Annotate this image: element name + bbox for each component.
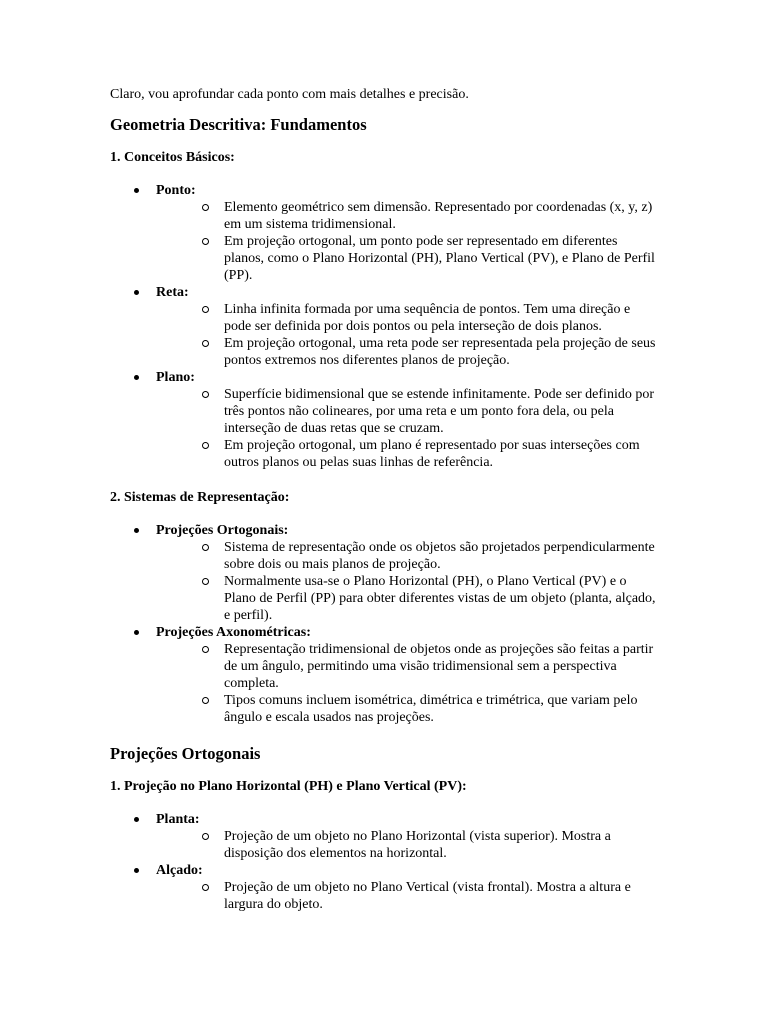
section-title-fundamentos: Geometria Descritiva: Fundamentos xyxy=(110,115,367,134)
list-item xyxy=(132,811,660,862)
bullet-label: Ponto: xyxy=(156,183,196,198)
bullet-label: Reta: xyxy=(156,285,189,300)
sub-list-item: Sistema de representação onde os objetos são projetados perpendicularmente sobre dois ou mais planos de projeção. xyxy=(202,539,660,573)
list-item xyxy=(132,522,660,624)
sub-list-item: Tipos comuns incluem isométrica, dimétrica e trimétrica, que variam pelo ângulo e escala usados nas projeções. xyxy=(202,692,660,726)
subsection-title-conceitos: 1. Conceitos Básicos: xyxy=(110,150,235,165)
ph-pv-list xyxy=(110,811,660,913)
sub-list xyxy=(156,199,660,284)
sub-list xyxy=(156,828,660,862)
sub-list xyxy=(156,301,660,369)
subsection-title-sistemas: 2. Sistemas de Representação: xyxy=(110,490,290,505)
section-title-projecoes: Projeções Ortogonais xyxy=(110,744,261,763)
sub-list-item: Em projeção ortogonal, um plano é representado por suas interseções com outros planos ou pelas suas linhas de referência. xyxy=(202,437,660,471)
sub-list-item: Em projeção ortogonal, um ponto pode ser representado em diferentes planos, como o Plano Horizontal (PH), Plano Vertical (PV), e Plano de Perfil (PP). xyxy=(202,233,660,284)
list-item xyxy=(132,862,660,913)
sub-list-item: Elemento geométrico sem dimensão. Representado por coordenadas (x, y, z) em um sistema tridimensional. xyxy=(202,199,660,233)
sub-list xyxy=(156,879,660,913)
bullet-label: Alçado: xyxy=(156,863,203,878)
subsection-title-ph-pv: 1. Projeção no Plano Horizontal (PH) e Plano Vertical (PV): xyxy=(110,779,467,794)
sub-list-item: Linha infinita formada por uma sequência de pontos. Tem uma direção e pode ser definida por dois pontos ou pela interseção de dois planos. xyxy=(202,301,660,335)
sub-list xyxy=(156,386,660,471)
sub-list-item: Representação tridimensional de objetos onde as projeções são feitas a partir de um ângulo, permitindo uma visão tridimensional sem a perspectiva completa. xyxy=(202,641,660,692)
list-item xyxy=(132,182,660,284)
sub-list-item: Superfície bidimensional que se estende infinitamente. Pode ser definido por três pontos não colineares, por uma reta e um ponto fora dela, ou pela interseção de duas retas que se cruzam. xyxy=(202,386,660,437)
list-item xyxy=(132,284,660,369)
bullet-label: Plano: xyxy=(156,370,195,385)
sub-list xyxy=(156,641,660,726)
list-item xyxy=(132,624,660,726)
list-item xyxy=(132,369,660,471)
sub-list xyxy=(156,539,660,624)
sub-list-item: Projeção de um objeto no Plano Horizontal (vista superior). Mostra a disposição dos elementos na horizontal. xyxy=(202,828,660,862)
sistemas-list xyxy=(110,522,660,726)
sub-list-item: Em projeção ortogonal, uma reta pode ser representada pela projeção de seus pontos extremos nos diferentes planos de projeção. xyxy=(202,335,660,369)
intro-text: Claro, vou aprofundar cada ponto com mais detalhes e precisão. xyxy=(110,87,469,102)
sub-list-item: Projeção de um objeto no Plano Vertical (vista frontal). Mostra a altura e largura do objeto. xyxy=(202,879,660,913)
document-body xyxy=(110,86,660,913)
sub-list-item: Normalmente usa-se o Plano Horizontal (PH), o Plano Vertical (PV) e o Plano de Perfil (PP) para obter diferentes vistas de um objeto (planta, alçado, e perfil). xyxy=(202,573,660,624)
conceitos-list xyxy=(110,182,660,471)
bullet-label: Planta: xyxy=(156,812,200,827)
bullet-label: Projeções Axonométricas: xyxy=(156,625,311,640)
bullet-label: Projeções Ortogonais: xyxy=(156,523,289,538)
